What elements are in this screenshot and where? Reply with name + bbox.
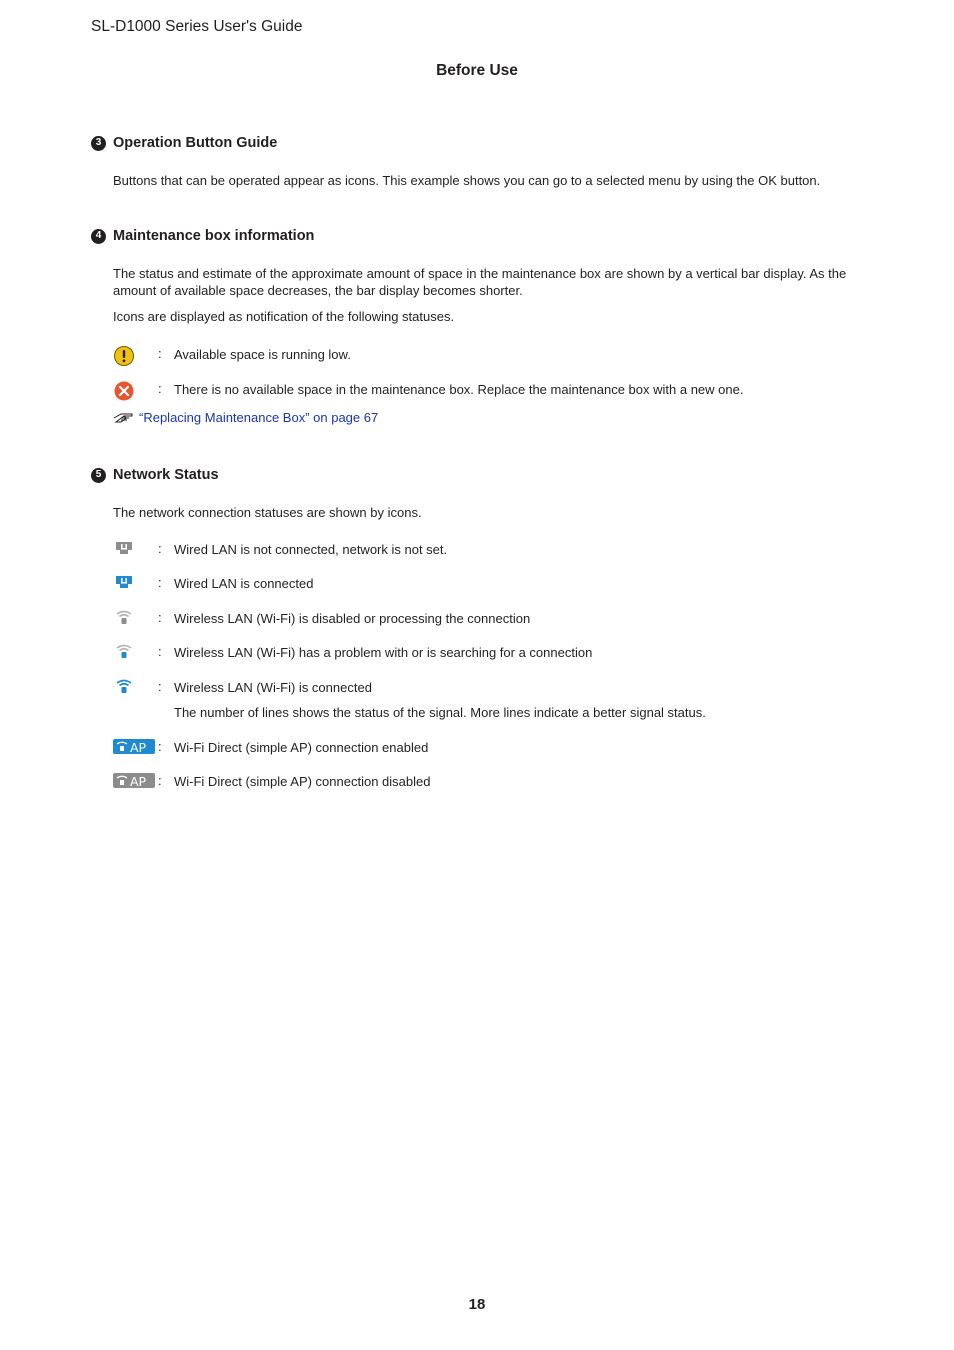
wired-lan-connected-icon — [113, 573, 155, 595]
cross-reference-link[interactable] — [113, 410, 378, 425]
section-number-badge: 3 — [91, 136, 106, 151]
separator: : — [158, 575, 162, 590]
warning-icon — [113, 344, 155, 366]
item-text: Wi-Fi Direct (simple AP) connection enabled — [174, 740, 429, 755]
wifi-problem-icon — [113, 642, 155, 664]
list-item — [113, 539, 853, 561]
paragraph: Icons are displayed as notification of the following statuses. — [113, 309, 455, 324]
section-number-badge: 5 — [91, 468, 106, 483]
item-text: Wi-Fi Direct (simple AP) connection disabled — [174, 774, 431, 789]
heading-maintenance-box-information — [91, 228, 314, 244]
separator: : — [158, 610, 162, 625]
list-item — [113, 379, 853, 401]
heading-text: Operation Button Guide — [113, 135, 278, 151]
heading-text: Maintenance box information — [113, 228, 315, 244]
page-number: 18 — [468, 1296, 486, 1313]
separator: : — [158, 381, 162, 396]
section-heading: Before Use — [436, 62, 518, 79]
separator: : — [158, 346, 162, 361]
document-title: SL-D1000 Series User's Guide — [91, 18, 303, 35]
list-item — [113, 608, 853, 630]
list-item — [113, 737, 853, 759]
wifi-direct-disabled-icon — [113, 771, 155, 793]
error-icon — [113, 379, 155, 401]
item-text: Wired LAN is connected — [174, 576, 314, 591]
paragraph: The status and estimate of the approximate amount of space in the maintenance box are shown by a vertical bar display. As the amount of available space decreases, the bar display becomes shorter. — [113, 266, 847, 298]
separator: : — [158, 644, 162, 659]
list-item — [113, 771, 853, 793]
wifi-direct-enabled-icon — [113, 737, 155, 759]
list-item — [113, 573, 853, 595]
list-item — [113, 642, 853, 664]
list-item — [113, 344, 853, 366]
item-text: Wireless LAN (Wi-Fi) has a problem with or is searching for a connection — [174, 645, 593, 660]
heading-network-status — [91, 467, 219, 483]
wifi-disabled-icon — [113, 608, 155, 630]
paragraph: The network connection statuses are shown by icons. — [113, 505, 422, 520]
pointing-hand-icon — [113, 411, 134, 425]
item-text: Wireless LAN (Wi-Fi) is connected — [174, 680, 372, 695]
heading-text: Network Status — [113, 467, 219, 483]
paragraph: Buttons that can be operated appear as icons. This example shows you can go to a selected menu by using the OK button. — [113, 173, 821, 188]
section-number-badge: 4 — [91, 229, 106, 244]
list-item — [113, 677, 853, 721]
item-text: Wired LAN is not connected, network is not set. — [174, 542, 448, 557]
wifi-connected-icon — [113, 677, 155, 699]
item-description: The number of lines shows the status of the signal. More lines indicate a better signal status. — [174, 705, 706, 720]
separator: : — [158, 541, 162, 556]
wired-lan-not-set-icon — [113, 539, 155, 561]
separator: : — [158, 679, 162, 694]
separator: : — [158, 739, 162, 754]
link-text[interactable]: “Replacing Maintenance Box” on page 67 — [139, 410, 379, 425]
ap-label: AP — [130, 774, 147, 789]
separator: : — [158, 773, 162, 788]
heading-operation-button-guide — [91, 135, 277, 151]
ap-label: AP — [130, 740, 147, 755]
item-text: Wireless LAN (Wi-Fi) is disabled or processing the connection — [174, 611, 531, 626]
item-text: Available space is running low. — [174, 347, 351, 362]
item-text: There is no available space in the maintenance box. Replace the maintenance box with a new one. — [174, 382, 744, 397]
